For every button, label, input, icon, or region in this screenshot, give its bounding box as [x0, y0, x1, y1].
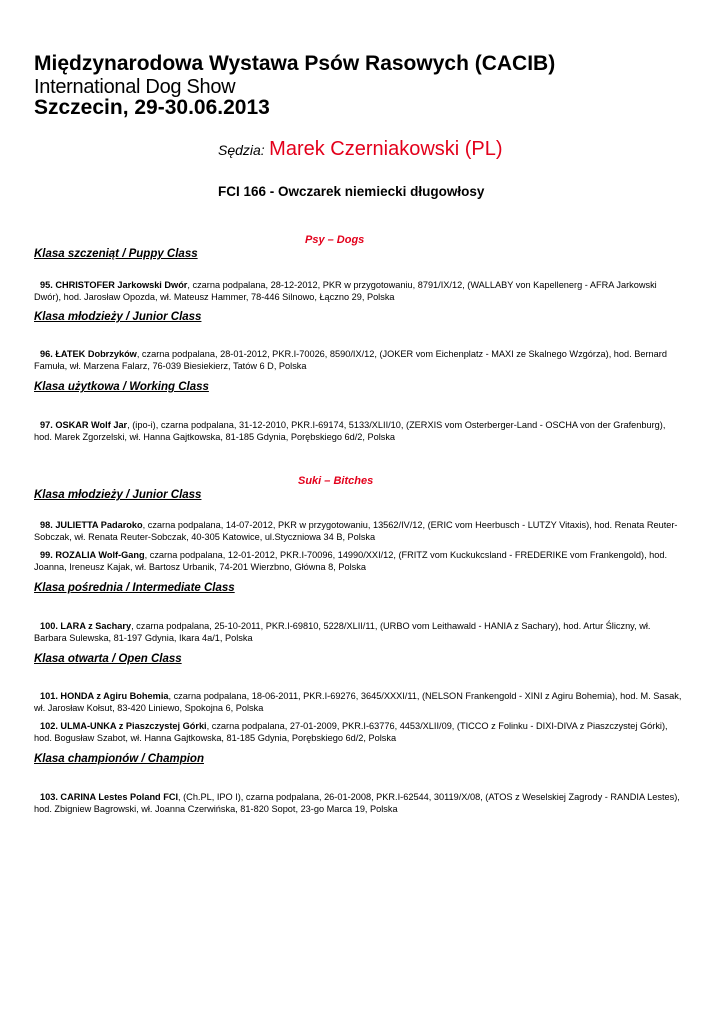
entry-details: , czarna podpalana, 14-07-2012, PKR w przygotowaniu, 13562/IV/12, (ERIC vom Heerbusch - LUTZY Vitaxis), hod. Renata Reuter-Sobczak, wł. Renata Reuter-Sobczak, 40-305 Katowice, ul.Styczniowa 34 B, Polska: [34, 520, 678, 542]
section-dogs: Psy – Dogs: [305, 234, 365, 246]
page-title: Międzynarodowa Wystawa Psów Rasowych (CACIB): [34, 52, 556, 75]
entry-dog-name: 102. ULMA-UNKA z Piaszczystej Górki: [40, 721, 207, 731]
entry-dog-name: 95. CHRISTOFER Jarkowski Dwór: [40, 280, 188, 290]
breed-heading: FCI 166 - Owczarek niemiecki długowłosy: [218, 184, 485, 199]
judge-name: Marek Czerniakowski (PL): [269, 138, 503, 160]
entry-details: , czarna podpalana, 28-12-2012, PKR w przygotowaniu, 8791/IX/12, (WALLABY von Kapellenerg - AFRA Jarkowski Dwór), hod. Jarosław Opozda, wł. Mateusz Hammer, 78-446 Silnowo, Łączno 29, Polska: [34, 280, 657, 302]
entry-details: , czarna podpalana, 28-01-2012, PKR.I-70026, 8590/IX/12, (JOKER vom Eichenplatz - MAXI ze Skalnego Wzgórza), hod. Bernard Famuła, wł. Marzena Falarz, 76-039 Biesiekierz, Tatów 6 D, Polska: [34, 349, 667, 371]
entry-103: [34, 791, 684, 815]
entry-dog-name: 103. CARINA Lestes Poland FCI: [40, 792, 179, 802]
entry-details: , czarna podpalana, 12-01-2012, PKR.I-70096, 14990/XXI/12, (FRITZ vom Kuckukcsland - FREDERIKE vom Frankengold), hod. Joanna, Ireneusz Kajak, wł. Bartosz Urbanik, 74-201 Wierzbno, Główna 8, Polska: [34, 550, 668, 572]
place-date: Szczecin, 29-30.06.2013: [34, 96, 270, 119]
entry-101: [34, 690, 684, 714]
entry-details: , (Ch.PL, IPO I), czarna podpalana, 26-01-2008, PKR.I-62544, 30119/X/08, (ATOS z Weselskiej Zagrody - RANDIA Lestes), hod. Zbigniew Bagrowski, wł. Joanna Czerwińska, 81-820 Sopot, 23-go Marca 19, Polska: [34, 792, 680, 814]
judge-label: Sędzia:: [218, 142, 265, 158]
entry-dog-name: 97. OSKAR Wolf Jar: [40, 420, 128, 430]
entry-100: [34, 620, 684, 644]
class-heading-junior-bitches: Klasa młodzieży / Junior Class: [34, 489, 202, 501]
entry-102: [34, 720, 684, 744]
class-heading-working: Klasa użytkowa / Working Class: [34, 381, 209, 393]
class-heading-champion: Klasa championów / Champion: [34, 753, 204, 765]
entry-dog-name: 99. ROZALIA Wolf-Gang: [40, 550, 145, 560]
entry-98: [34, 519, 684, 543]
class-heading-puppy: Klasa szczeniąt / Puppy Class: [34, 248, 198, 260]
entry-96: [34, 348, 684, 372]
class-heading-open: Klasa otwarta / Open Class: [34, 653, 182, 665]
class-heading-junior-dogs: Klasa młodzieży / Junior Class: [34, 311, 202, 323]
section-bitches: Suki – Bitches: [298, 475, 374, 487]
judge-line: [218, 138, 503, 161]
page-subtitle: International Dog Show: [34, 76, 236, 98]
entry-95: [34, 279, 684, 303]
entry-dog-name: 101. HONDA z Agiru Bohemia: [40, 691, 169, 701]
entry-details: , czarna podpalana, 27-01-2009, PKR.I-63776, 4453/XLII/09, (TICCO z Folinku - DIXI-DIVA z Piaszczystej Górki), hod. Bogusław Szabot, wł. Hanna Gajtkowska, 81-185 Gdynia, Porębskiego 6d/2, Polska: [34, 721, 668, 743]
entry-dog-name: 100. LARA z Sachary: [40, 621, 132, 631]
class-heading-intermediate: Klasa pośrednia / Intermediate Class: [34, 582, 235, 594]
entry-details: , (ipo-i), czarna podpalana, 31-12-2010, PKR.I-69174, 5133/XLII/10, (ZERXIS vom Osterberger-Land - OSCHA von der Grafenburg), hod. Marek Zgorzelski, wł. Hanna Gajtkowska, 81-185 Gdynia, Porębskiego 6d/2, Polska: [34, 420, 666, 442]
entry-99: [34, 549, 684, 573]
entry-details: , czarna podpalana, 25-10-2011, PKR.I-69810, 5228/XLII/11, (URBO vom Leithawald - HANIA z Sachary), hod. Artur Śliczny, wł. Barbara Sulewska, 81-197 Gdynia, Ikara 4a/1, Polska: [34, 621, 651, 643]
entry-dog-name: 98. JULIETTA Padaroko: [40, 520, 143, 530]
entry-dog-name: 96. ŁATEK Dobrzyków: [40, 349, 137, 359]
entry-97: [34, 419, 684, 443]
entry-details: , czarna podpalana, 18-06-2011, PKR.I-69276, 3645/XXXI/11, (NELSON Frankengold - XINI z Agiru Bohemia), hod. M. Sasak, wł. Jarosław Kołsut, 83-420 Liniewo, Spokojna 6, Polska: [34, 691, 682, 713]
